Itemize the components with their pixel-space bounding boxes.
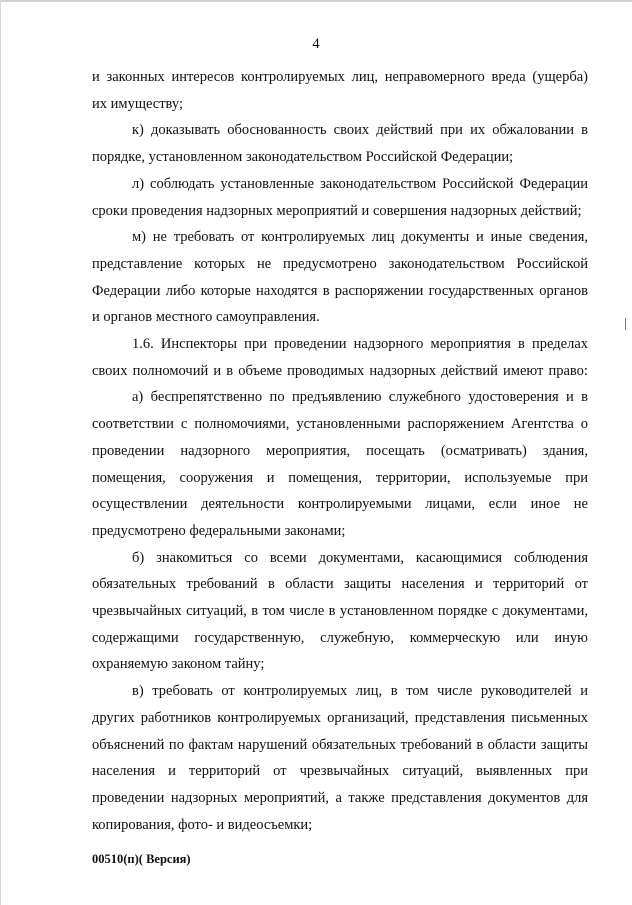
text-line: копирования, фото- и видеосъемки; (92, 816, 313, 833)
page-number: 4 (312, 36, 320, 52)
text-line: порядке, установленном законодательством Российской Федерации; (92, 149, 514, 166)
text-line: и органов местного самоуправления. (92, 309, 320, 326)
scan-edge (0, 0, 1, 905)
text-line: обязательных требований в области защиты населения и территорий от (92, 576, 588, 593)
text-line: Федерации либо которые находятся в распоряжении государственных органов (92, 282, 588, 299)
text-line: других работников контролируемых организаций, представления письменных (92, 709, 589, 726)
text-line: проведении надзорных мероприятий, а также представления документов для (92, 789, 589, 806)
paragraph-item-l (92, 171, 588, 224)
text-line: а) беспрепятственно по предъявлению служебного удостоверения и в (132, 389, 588, 406)
paragraph-item-m (92, 224, 588, 331)
paragraph-item-b (92, 545, 588, 679)
text-line: своих полномочий и в объеме проводимых надзорных действий имеют право: (92, 362, 588, 379)
text-line: представление которых не предусмотрено законодательством Российской (92, 255, 588, 272)
text-line: чрезвычайных ситуаций, в том числе в установленном порядке с документами, (92, 603, 588, 620)
text-line: л) соблюдать установленные законодательством Российской Федерации (132, 175, 589, 192)
text-line: объяснений по фактам нарушений обязательных требований в области защиты (92, 736, 589, 753)
text-line: м) не требовать от контролируемых лиц документы и иные сведения, (132, 229, 588, 246)
document-footer-code: 00510(п)( Версия) (92, 852, 191, 866)
paragraph-section-1-6 (92, 331, 588, 384)
text-line: предусмотрено федеральными законами; (92, 522, 346, 539)
text-line: к) доказывать обоснованность своих действий при их обжаловании в (132, 122, 588, 139)
text-line: в) требовать от контролируемых лиц, в том числе руководителей и (132, 683, 589, 700)
text-line: населения и территорий от чрезвычайных ситуаций, выявленных при (92, 763, 589, 780)
text-line: сроки проведения надзорных мероприятий и совершения надзорных действий; (92, 202, 582, 219)
text-line: соответствии с полномочиями, установленными распоряжением Агентства о (92, 416, 589, 433)
text-line: 1.6. Инспекторы при проведении надзорного мероприятия в пределах (132, 336, 589, 353)
scan-artifact (625, 318, 626, 330)
text-line: их имуществу; (92, 95, 183, 112)
paragraph-item-k (92, 117, 588, 170)
scan-edge (0, 0, 632, 2)
text-line: и законных интересов контролируемых лиц, неправомерного вреда (ущерба) (92, 69, 588, 85)
text-line: осуществлении деятельности контролируемыми лицами, если иное не (92, 496, 588, 513)
paragraph (92, 64, 588, 117)
paragraph-item-v (92, 678, 588, 838)
paragraph-item-a (92, 384, 588, 544)
text-line: помещения, сооружения и помещения, территории, используемые при (92, 469, 588, 486)
text-line: содержащими государственную, служебную, коммерческую или иную (92, 629, 589, 646)
text-line: проведении надзорного мероприятия, посещать (осматривать) здания, (92, 442, 588, 459)
text-line: охраняемую законом тайну; (92, 656, 265, 673)
document-body (92, 64, 588, 838)
text-line: б) знакомиться со всеми документами, касающимися соблюдения (132, 549, 588, 566)
